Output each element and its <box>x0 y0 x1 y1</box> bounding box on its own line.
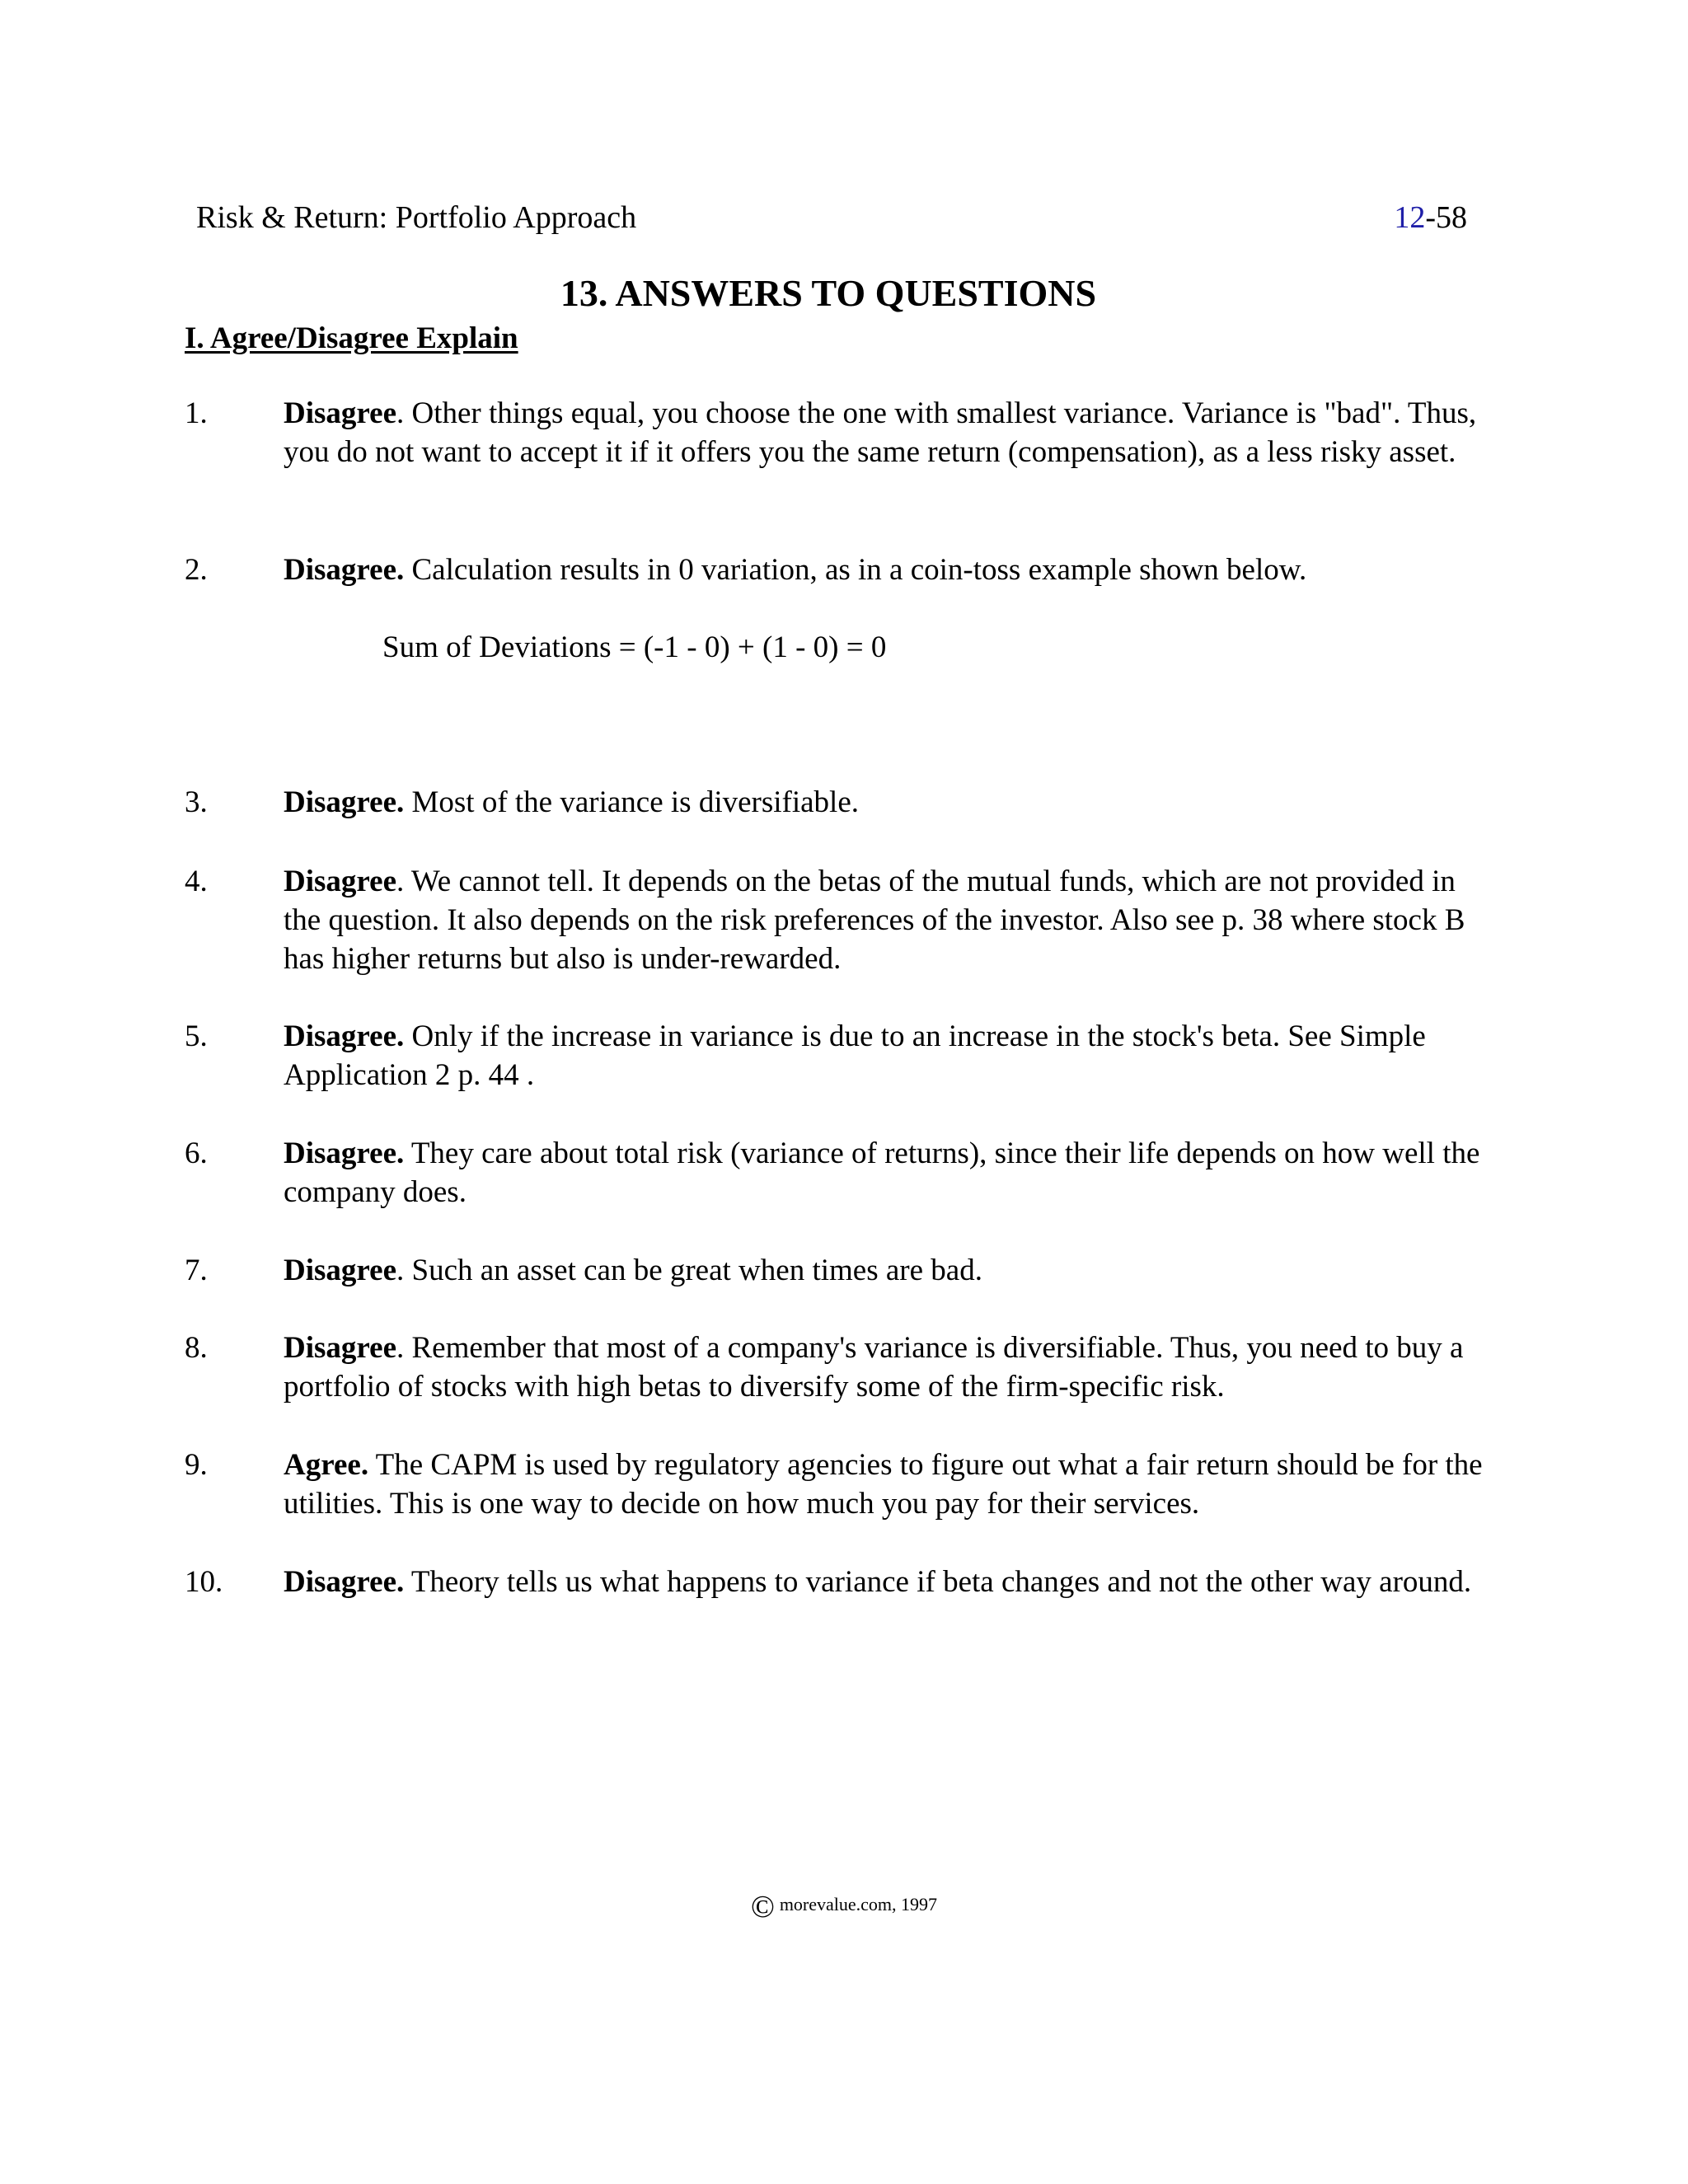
chapter-number: 12 <box>1394 200 1426 235</box>
answer-number: 9. <box>185 1448 208 1482</box>
answer-number: 10. <box>185 1565 223 1599</box>
answer-verdict: Disagree. <box>284 785 405 819</box>
answer-explanation: Only if the increase in variance is due to an increase in the stock's beta. See Simple Application 2 p. 44 . <box>284 1019 1426 1092</box>
answer-item <box>185 1134 1487 1212</box>
answer-verdict: Disagree. <box>284 1565 405 1599</box>
answer-item <box>185 1446 1487 1523</box>
answer-number: 1. <box>185 396 208 430</box>
answer-item <box>185 1251 1487 1290</box>
answer-verdict: Disagree <box>284 1254 396 1287</box>
answer-explanation: Calculation results in 0 variation, as in a coin-toss example shown below. <box>404 553 1307 587</box>
answer-number: 4. <box>185 865 208 898</box>
answer-text <box>284 1446 1487 1523</box>
section-heading: I. Agree/Disagree Explain <box>185 321 518 355</box>
answer-item <box>185 862 1487 978</box>
answer-item <box>185 1017 1487 1094</box>
answer-verdict: Disagree. <box>284 1019 405 1053</box>
answer-explanation: Most of the variance is diversifiable. <box>404 785 859 819</box>
answer-text <box>284 1251 1487 1290</box>
answer-explanation: . Remember that most of a company's variance is diversifiable. Thus, you need to buy a portfolio of stocks with high betas to diversify some of the firm-specific risk. <box>284 1331 1464 1404</box>
answer-number: 5. <box>185 1019 208 1053</box>
copyright-icon: © <box>750 1890 775 1924</box>
answer-verdict: Disagree. <box>284 1137 405 1170</box>
answer-verdict: Disagree <box>284 865 396 898</box>
answer-item <box>185 394 1487 471</box>
answer-text <box>284 394 1487 471</box>
answer-text <box>284 1134 1487 1212</box>
answer-explanation: . Such an asset can be great when times are bad. <box>396 1254 982 1287</box>
answer-explanation: . We cannot tell. It depends on the betas of the mutual funds, which are not provided in the question. It also depends on the risk preferences of the investor. Also see p. 38 where stock B has higher returns but also is under-rewarded. <box>284 865 1465 976</box>
answer-text <box>284 1563 1487 1601</box>
answer-explanation: They care about total risk (variance of returns), since their life depends on how well the company does. <box>284 1137 1480 1209</box>
answer-explanation: The CAPM is used by regulatory agencies to figure out what a fair return should be for the utilities. This is one way to decide on how much you pay for their services. <box>284 1448 1483 1521</box>
running-header-title: Risk & Return: Portfolio Approach <box>196 200 637 235</box>
answer-item <box>185 783 1487 822</box>
answer-number: 6. <box>185 1137 208 1170</box>
answer-text <box>284 1017 1487 1094</box>
deviation-formula: Sum of Deviations = (-1 - 0) + (1 - 0) = 0 <box>382 630 887 664</box>
answer-text <box>284 783 1487 822</box>
answer-verdict: Disagree <box>284 396 396 430</box>
answer-item <box>185 1329 1487 1406</box>
copyright-footer <box>0 1890 1688 1924</box>
page-number <box>1394 198 1467 237</box>
answer-number: 7. <box>185 1254 208 1287</box>
copyright-text: morevalue.com, 1997 <box>779 1894 938 1915</box>
answer-number: 8. <box>185 1331 208 1365</box>
page-number-suffix: -58 <box>1425 200 1467 235</box>
answer-text <box>284 862 1487 978</box>
answer-text <box>284 551 1487 589</box>
answer-explanation: . Other things equal, you choose the one with smallest variance. Variance is "bad". Thus, you do not want to accept it if it offers you the same return (compensation), as a less risky asset. <box>284 396 1477 469</box>
answer-number: 3. <box>185 785 208 819</box>
answer-verdict: Disagree. <box>284 553 405 587</box>
page-title: 13. ANSWERS TO QUESTIONS <box>560 272 1097 314</box>
answer-number: 2. <box>185 553 208 587</box>
answer-explanation: Theory tells us what happens to variance if beta changes and not the other way around. <box>404 1565 1472 1599</box>
answer-verdict: Agree. <box>284 1448 369 1482</box>
answer-text <box>284 1329 1487 1406</box>
answer-verdict: Disagree <box>284 1331 396 1365</box>
answer-item <box>185 551 1487 589</box>
answer-item <box>185 1563 1487 1601</box>
